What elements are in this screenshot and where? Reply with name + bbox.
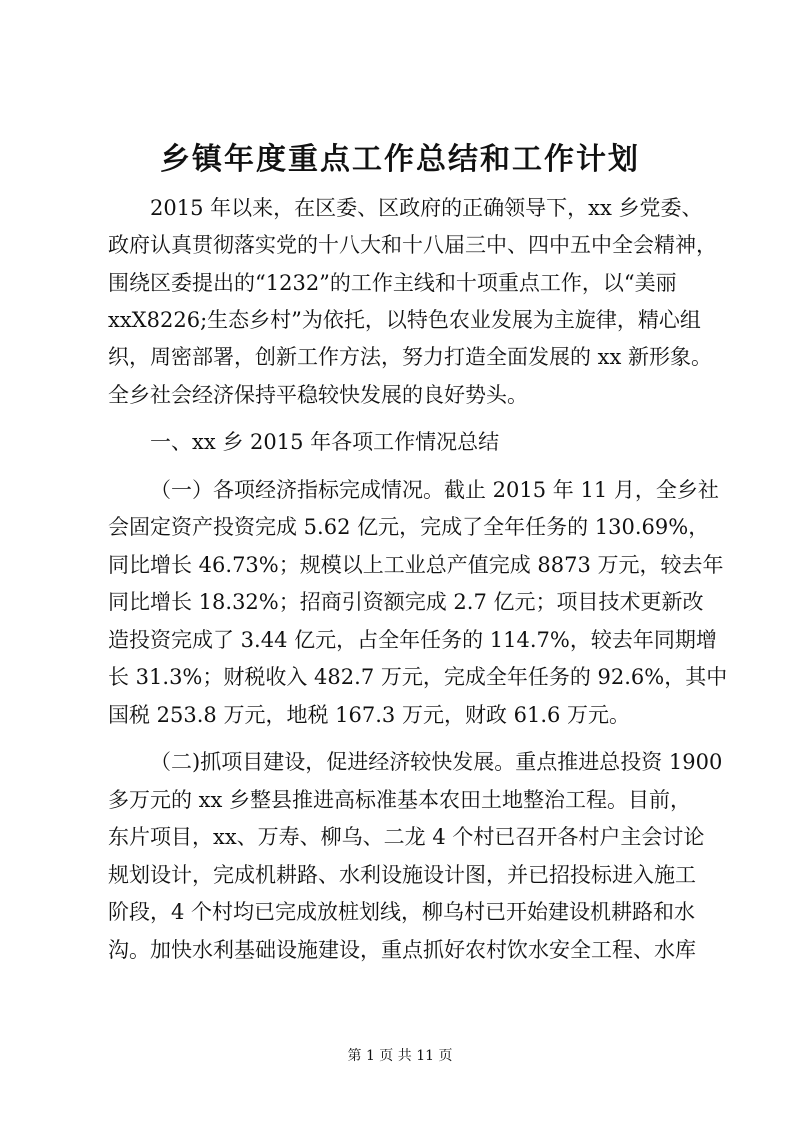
- body-line: 规划设计，完成机耕路、水利设施设计图，并已招投标进入施工: [108, 863, 696, 887]
- body-line: 造投资完成了 3.44 亿元，占全年任务的 114.7%，较去年同期增: [108, 628, 717, 652]
- body-line: 同比增长 18.32%；招商引资额完成 2.7 亿元；项目技术更新改: [108, 590, 704, 614]
- body-line: 2015 年以来，在区委、区政府的正确领导下，xx 乡党委、: [150, 196, 703, 220]
- body-line: xxX8226;生态乡村”为依托，以特色农业发展为主旋律，精心组: [108, 308, 701, 332]
- body-line: （一）各项经济指标完成情况。截止 2015 年 11 月，全乡社: [150, 478, 719, 502]
- section-heading: 一、xx 乡 2015 年各项工作情况总结: [150, 430, 500, 454]
- body-line: 多万元的 xx 乡整县推进高标准基本农田土地整治工程。目前，: [108, 788, 692, 812]
- body-line: 国税 253.8 万元，地税 167.3 万元，财政 61.6 万元。: [108, 703, 631, 727]
- body-line: 全乡社会经济保持平稳较快发展的良好势头。: [108, 383, 528, 407]
- document-title: 乡镇年度重点工作总结和工作计划: [160, 142, 640, 177]
- body-line: （二)抓项目建设，促进经济较快发展。重点推进总投资 1900: [150, 750, 723, 774]
- body-line: 政府认真贯彻落实党的十八大和十八届三中、四中五中全会精神，: [108, 233, 717, 257]
- body-line: 围绕区委提出的“1232”的工作主线和十项重点工作，以“美丽: [108, 271, 677, 295]
- body-line: 长 31.3%；财税收入 482.7 万元，完成全年任务的 92.6%，其中: [108, 665, 728, 689]
- body-line: 阶段，4 个村均已完成放桩划线，柳乌村已开始建设机耕路和水: [108, 900, 696, 924]
- body-line: 东片项目，xx、万寿、柳乌、二龙 4 个村已召开各村户主会讨论: [108, 825, 705, 849]
- body-line: 沟。加快水利基础设施建设，重点抓好农村饮水安全工程、水库: [108, 938, 696, 962]
- body-line: 同比增长 46.73%；规模以上工业总产值完成 8873 万元，较去年: [108, 553, 724, 577]
- page-number: 第 1 页 共 11 页: [347, 1048, 453, 1064]
- body-line: 会固定资产投资完成 5.62 亿元，完成了全年任务的 130.69%，: [108, 515, 710, 539]
- body-line: 织，周密部署，创新工作方法，努力打造全面发展的 xx 新形象。: [108, 345, 713, 369]
